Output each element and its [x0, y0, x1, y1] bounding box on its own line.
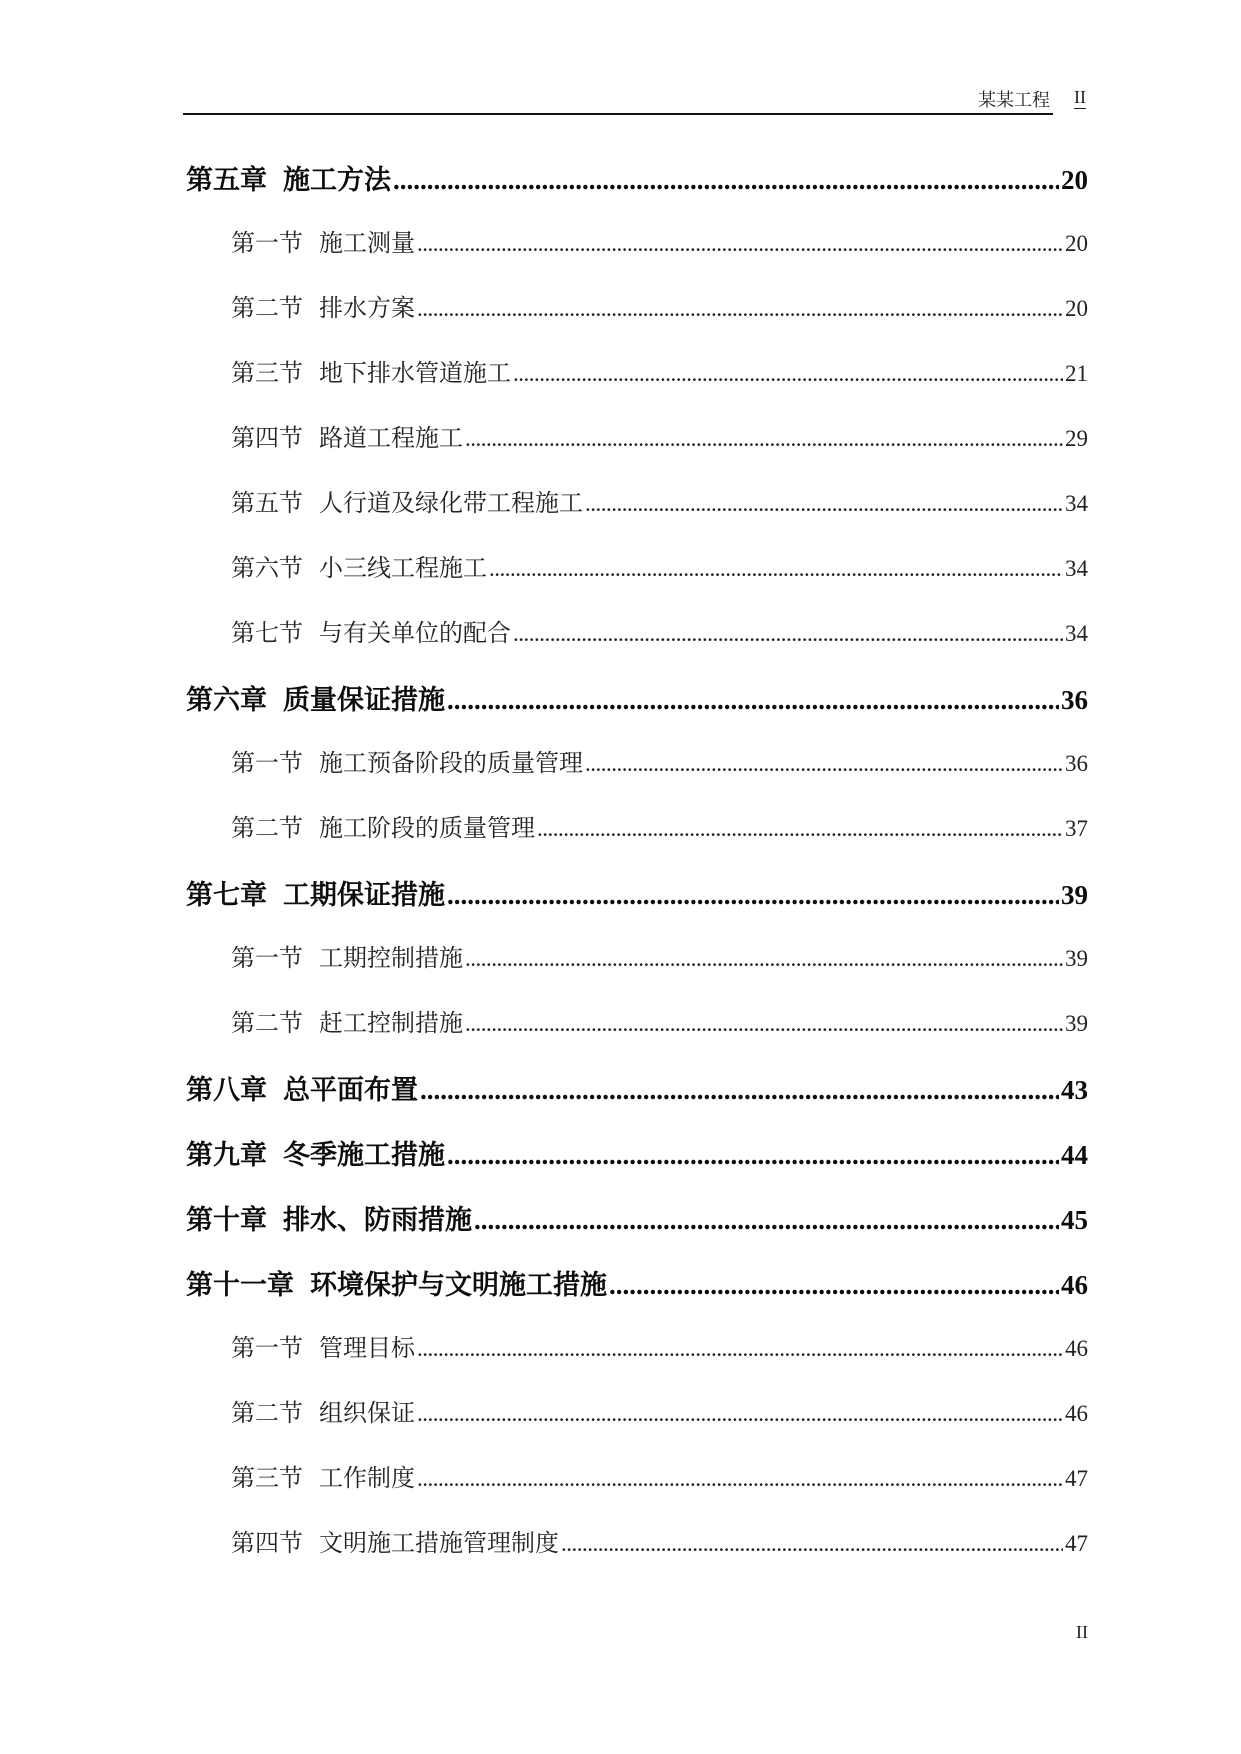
footer-page-number: II — [1076, 1622, 1088, 1642]
toc-entry-title: 路道工程施工 — [319, 424, 463, 452]
toc-dot-leader — [465, 426, 1063, 452]
toc-entry-label — [231, 483, 583, 518]
toc-entry-title: 环境保护与文明施工措施 — [310, 1270, 607, 1301]
toc-entry-number: 第六章 — [186, 685, 267, 716]
toc-entry-page: 43 — [1061, 1075, 1088, 1105]
toc-entry-label — [231, 1523, 559, 1558]
toc-entry-title: 施工阶段的质量管理 — [319, 814, 535, 842]
toc-entry-number: 第五章 — [186, 165, 267, 196]
toc-entry-number: 第一节 — [231, 944, 303, 972]
toc-section-entry[interactable] — [186, 938, 1088, 1003]
toc-entry-title: 排水、防雨措施 — [283, 1205, 472, 1236]
toc-dot-leader — [447, 1140, 1059, 1171]
toc-chapter-entry[interactable] — [186, 158, 1088, 223]
toc-chapter-entry[interactable] — [186, 873, 1088, 938]
toc-dot-leader — [609, 1270, 1059, 1301]
header-rule — [183, 113, 1053, 115]
toc-entry-page: 47 — [1065, 1531, 1088, 1556]
toc-entry-label — [186, 678, 445, 717]
toc-entry-number: 第三节 — [231, 1464, 303, 1492]
toc-dot-leader — [585, 491, 1063, 517]
toc-entry-number: 第一节 — [231, 1334, 303, 1362]
toc-entry-number: 第六节 — [231, 554, 303, 582]
toc-entry-page: 37 — [1065, 816, 1088, 841]
toc-entry-number: 第二节 — [231, 1009, 303, 1037]
toc-chapter-entry[interactable] — [186, 1068, 1088, 1133]
toc-section-entry[interactable] — [186, 1393, 1088, 1458]
toc-entry-label — [186, 1068, 418, 1107]
toc-section-entry[interactable] — [186, 548, 1088, 613]
toc-dot-leader — [417, 1466, 1063, 1492]
toc-entry-title: 管理目标 — [319, 1334, 415, 1362]
toc-dot-leader — [417, 231, 1063, 257]
toc-dot-leader — [417, 1401, 1063, 1427]
toc-entry-label — [231, 1328, 415, 1363]
toc-entry-title: 工作制度 — [319, 1464, 415, 1492]
toc-section-entry[interactable] — [186, 1458, 1088, 1523]
toc-entry-number: 第二节 — [231, 814, 303, 842]
toc-entry-label — [186, 1263, 607, 1302]
toc-dot-leader — [513, 361, 1063, 387]
toc-dot-leader — [513, 621, 1063, 647]
toc-entry-page: 20 — [1061, 165, 1088, 195]
toc-entry-title: 工期保证措施 — [283, 880, 445, 911]
toc-entry-page: 36 — [1061, 685, 1088, 715]
toc-entry-number: 第八章 — [186, 1075, 267, 1106]
toc-dot-leader — [417, 1336, 1063, 1362]
toc-entry-page: 34 — [1065, 621, 1088, 646]
toc-entry-page: 20 — [1065, 296, 1088, 321]
toc-section-entry[interactable] — [186, 483, 1088, 548]
toc-entry-number: 第一节 — [231, 749, 303, 777]
toc-entry-label — [231, 808, 535, 843]
toc-entry-title: 施工预备阶段的质量管理 — [319, 749, 583, 777]
toc-entry-title: 施工方法 — [283, 165, 391, 196]
toc-entry-label — [231, 353, 511, 388]
toc-entry-title: 质量保证措施 — [283, 685, 445, 716]
toc-dot-leader — [465, 1011, 1063, 1037]
toc-entry-label — [186, 1198, 472, 1237]
header-page-number: II — [1074, 87, 1086, 107]
toc-dot-leader — [474, 1205, 1059, 1236]
toc-entry-title: 排水方案 — [319, 294, 415, 322]
toc-section-entry[interactable] — [186, 613, 1088, 678]
toc-section-entry[interactable] — [186, 223, 1088, 288]
toc-entry-title: 小三线工程施工 — [319, 554, 487, 582]
toc-chapter-entry[interactable] — [186, 1133, 1088, 1198]
toc-section-entry[interactable] — [186, 418, 1088, 483]
toc-entry-number: 第三节 — [231, 359, 303, 387]
toc-entry-page: 39 — [1061, 880, 1088, 910]
toc-section-entry[interactable] — [186, 1003, 1088, 1068]
toc-entry-page: 34 — [1065, 491, 1088, 516]
toc-entry-label — [231, 938, 463, 973]
toc-section-entry[interactable] — [186, 288, 1088, 353]
toc-entry-number: 第四节 — [231, 424, 303, 452]
toc-entry-page: 46 — [1065, 1401, 1088, 1426]
toc-section-entry[interactable] — [186, 353, 1088, 418]
toc-entry-page: 20 — [1065, 231, 1088, 256]
toc-entry-number: 第十章 — [186, 1205, 267, 1236]
toc-entry-page: 39 — [1065, 946, 1088, 971]
toc-section-entry[interactable] — [186, 1328, 1088, 1393]
header-title: 某某工程 — [978, 90, 1050, 111]
toc-entry-title: 冬季施工措施 — [283, 1140, 445, 1171]
toc-entry-page: 36 — [1065, 751, 1088, 776]
toc-entry-number: 第二节 — [231, 294, 303, 322]
toc-entry-title: 文明施工措施管理制度 — [319, 1529, 559, 1557]
toc-chapter-entry[interactable] — [186, 678, 1088, 743]
table-of-contents — [186, 158, 1088, 1588]
toc-section-entry[interactable] — [186, 743, 1088, 808]
toc-entry-label — [231, 418, 463, 453]
toc-dot-leader — [420, 1075, 1059, 1106]
toc-dot-leader — [393, 165, 1059, 196]
toc-dot-leader — [465, 946, 1063, 972]
toc-entry-label — [231, 1393, 415, 1428]
toc-entry-title: 赶工控制措施 — [319, 1009, 463, 1037]
toc-entry-page: 45 — [1061, 1205, 1088, 1235]
toc-chapter-entry[interactable] — [186, 1263, 1088, 1328]
toc-entry-number: 第七章 — [186, 880, 267, 911]
toc-dot-leader — [447, 685, 1059, 716]
toc-entry-title: 地下排水管道施工 — [319, 359, 511, 387]
toc-entry-label — [231, 548, 487, 583]
toc-entry-page: 39 — [1065, 1011, 1088, 1036]
toc-entry-number: 第一节 — [231, 229, 303, 257]
toc-dot-leader — [561, 1531, 1063, 1557]
toc-entry-number: 第五节 — [231, 489, 303, 517]
toc-entry-label — [231, 613, 511, 648]
toc-entry-title: 工期控制措施 — [319, 944, 463, 972]
toc-section-entry[interactable] — [186, 1523, 1088, 1588]
toc-entry-page: 34 — [1065, 556, 1088, 581]
toc-entry-label — [186, 158, 391, 197]
toc-entry-page: 46 — [1065, 1336, 1088, 1361]
toc-entry-label — [186, 1133, 445, 1172]
toc-entry-title: 人行道及绿化带工程施工 — [319, 489, 583, 517]
toc-entry-label — [186, 873, 445, 912]
toc-entry-label — [231, 743, 583, 778]
toc-entry-title: 施工测量 — [319, 229, 415, 257]
toc-dot-leader — [417, 296, 1063, 322]
toc-entry-page: 29 — [1065, 426, 1088, 451]
toc-entry-label — [231, 223, 415, 258]
running-header — [183, 86, 1088, 116]
toc-entry-number: 第二节 — [231, 1399, 303, 1427]
toc-entry-page: 47 — [1065, 1466, 1088, 1491]
toc-dot-leader — [537, 816, 1063, 842]
toc-entry-page: 21 — [1065, 361, 1088, 386]
toc-entry-label — [231, 1003, 463, 1038]
toc-chapter-entry[interactable] — [186, 1198, 1088, 1263]
toc-dot-leader — [447, 880, 1059, 911]
toc-entry-title: 与有关单位的配合 — [319, 619, 511, 647]
toc-section-entry[interactable] — [186, 808, 1088, 873]
toc-dot-leader — [585, 751, 1063, 777]
toc-entry-number: 第九章 — [186, 1140, 267, 1171]
toc-entry-label — [231, 1458, 415, 1493]
toc-entry-number: 第十一章 — [186, 1270, 294, 1301]
toc-entry-number: 第七节 — [231, 619, 303, 647]
toc-entry-title: 总平面布置 — [283, 1075, 418, 1106]
toc-entry-page: 44 — [1061, 1140, 1088, 1170]
toc-entry-label — [231, 288, 415, 323]
toc-dot-leader — [489, 556, 1063, 582]
toc-entry-page: 46 — [1061, 1270, 1088, 1300]
toc-entry-number: 第四节 — [231, 1529, 303, 1557]
toc-entry-title: 组织保证 — [319, 1399, 415, 1427]
